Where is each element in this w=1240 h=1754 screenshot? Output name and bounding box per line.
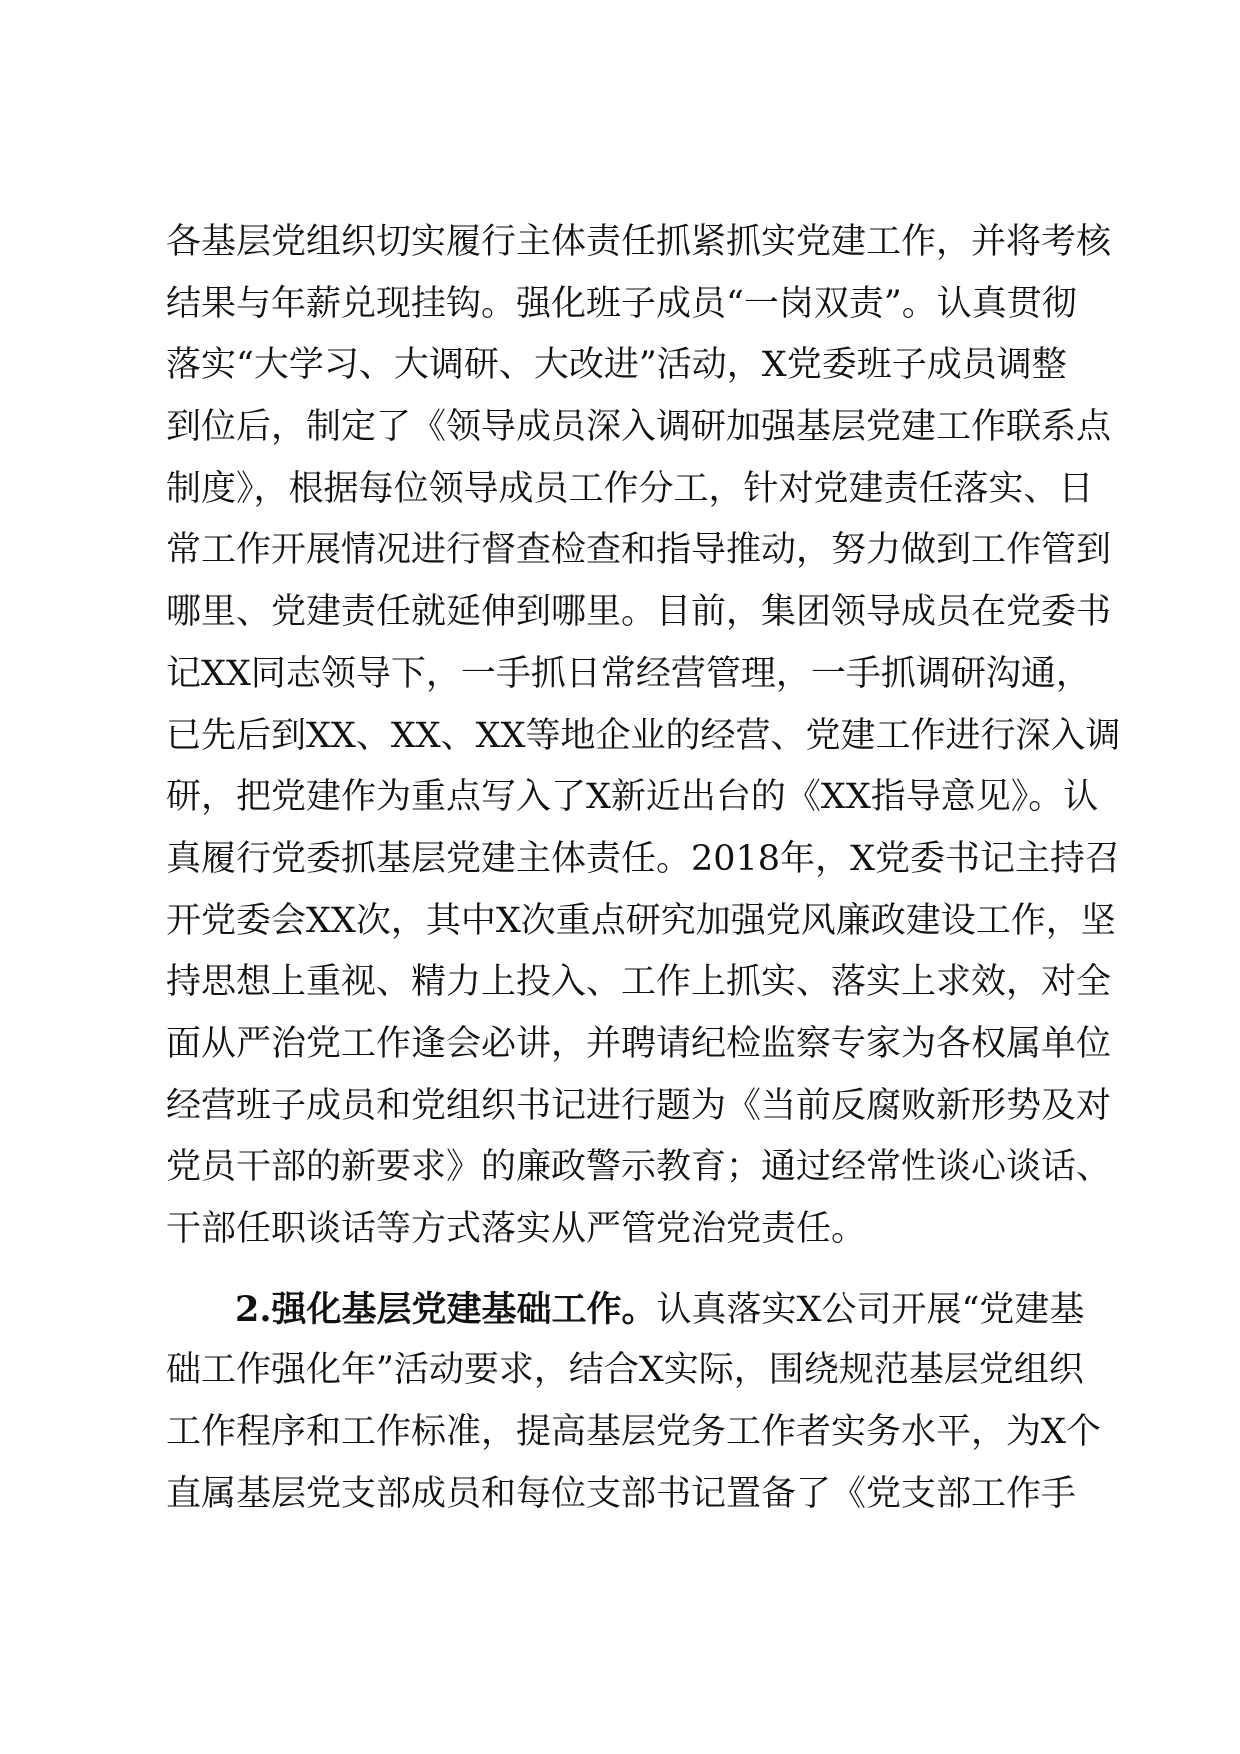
paragraph-1-line: 开党委会XX次，其中X次重点研究加强党风廉政建设工作，坚 — [166, 900, 1116, 941]
paragraph-1-line: 记XX同志领导下，一手抓日常经营管理，一手抓调研沟通， — [166, 653, 1091, 694]
paragraph-1-line: 常工作开展情况进行督查检查和指导推动，努力做到工作管到 — [166, 530, 1112, 571]
paragraph-2-line: 直属基层党支部成员和每位支部书记置备了《党支部工作手 — [166, 1473, 1077, 1514]
paragraph-1-line: 制度》，根据每位领导成员工作分工，针对党建责任落实、日 — [166, 468, 1094, 509]
paragraph-2-line: 础工作强化年”活动要求，结合X实际，围绕规范基层党组织 — [166, 1350, 1084, 1391]
paragraph-1 — [166, 212, 1121, 1261]
paragraph-1-line: 各基层党组织切实履行主体责任抓紧抓实党建工作，并将考核 — [166, 222, 1112, 262]
paragraph-1-line: 已先后到XX、XX、XX等地企业的经营、党建工作进行深入调 — [166, 715, 1121, 756]
paragraph-1-line: 落实“大学习、大调研、大改进”活动，X党委班子成员调整 — [166, 345, 1067, 386]
paragraph-1-line: 结果与年薪兑现挂钩。强化班子成员“一岗双责”。认真贯彻 — [166, 283, 1077, 324]
paragraph-1-line: 持思想上重视、精力上投入、工作上抓实、落实上求效，对全 — [166, 962, 1112, 1003]
paragraph-1-line: 研，把党建作为重点写入了X新近出台的《XX指导意见》。认 — [166, 777, 1099, 818]
paragraph-2 — [166, 1279, 1116, 1526]
paragraph-2-line: 工作程序和工作标准，提高基层党务工作者实务水平，为X个 — [166, 1412, 1101, 1453]
paragraph-gap — [166, 1261, 1116, 1279]
paragraph-2-first-line-text: 认真落实X公司开展“党建基 — [656, 1289, 1085, 1330]
paragraph-1-line: 干部任职谈话等方式落实从严管党治党责任。 — [166, 1209, 867, 1249]
paragraph-1-line: 真履行党委抓基层党建主体责任。2018年，X党委书记主持召 — [166, 838, 1120, 879]
document-body — [166, 212, 1121, 1525]
paragraph-1-line: 经营班子成员和党组织书记进行题为《当前反腐败新形势及对 — [166, 1085, 1112, 1126]
paragraph-1-line: 党员干部的新要求》的廉政警示教育；通过经常性谈心谈话、 — [166, 1147, 1112, 1188]
paragraph-1-line: 到位后，制定了《领导成员深入调研加强基层党建工作联系点 — [166, 407, 1112, 448]
section-heading: 2.强化基层党建基础工作。 — [235, 1288, 657, 1330]
paragraph-1-line: 哪里、党建责任就延伸到哪里。目前，集团领导成员在党委书 — [166, 592, 1112, 633]
paragraph-2-first-line — [166, 1279, 1116, 1341]
paragraph-1-line: 面从严治党工作逢会必讲，并聘请纪检监察专家为各权属单位 — [166, 1023, 1112, 1064]
